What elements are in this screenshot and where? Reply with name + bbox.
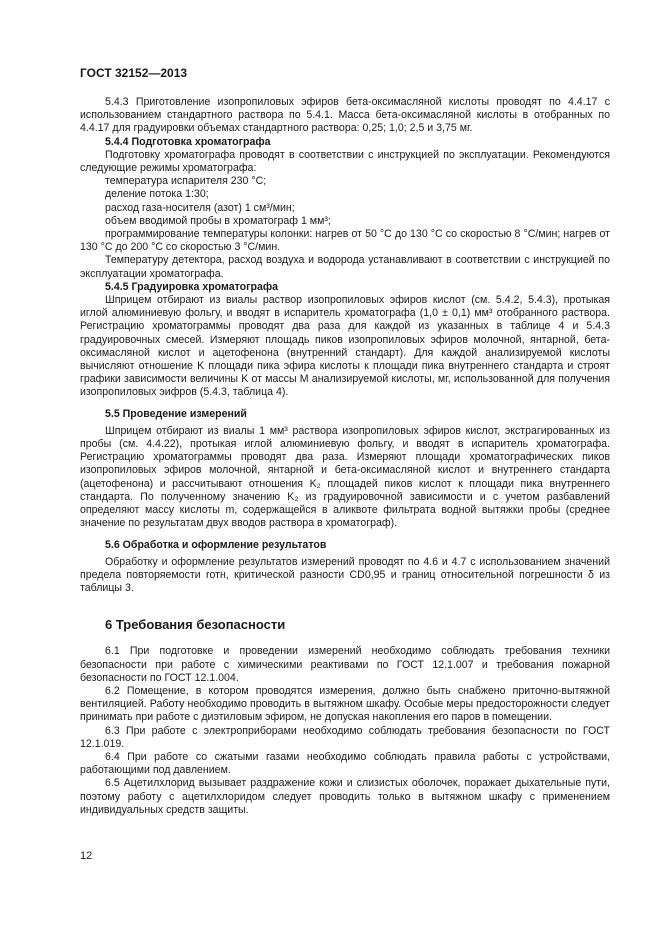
mode-evaporator-temp: температура испарителя 230 °С; [105, 175, 267, 188]
para-6-2: 6.2 Помещение, в котором проводятся измерения, должно быть снабжено приточно-вытяжной вентиляцией. Работу необходимо проводить в вытяжном шкафу. Особые меры предосторожности следует принимать при работе с диэтиловым эфиром, не допуская накопления его паров в помещении. [80, 684, 610, 724]
heading-section-6: 6 Требования безопасности [105, 617, 286, 633]
heading-5-4-4: 5.4.4 Подготовка хроматографа [105, 135, 271, 148]
para-5-4-4-intro: Подготовку хроматографа проводят в соответствии с инструкцией по эксплуатации. Рекомендуются следующие режимы хроматографа: [80, 148, 610, 175]
mode-temp-program: программирование температуры колонки: нагрев от 50 °С до 130 °С со скоростью 8 °С/мин; нагрев от 130 °С до 200 °С со скоростью 3 °С/мин. [80, 228, 610, 254]
heading-5-4-5: 5.4.5 Градуировка хроматографа [105, 280, 279, 293]
para-5-6: Обработку и оформление результатов измерений проводят по 4.6 и 4.7 с использованием значений предела повторяемости rотн, критической разности CD0,95 и границ относительной погрешности δ из таблицы 3. [80, 555, 610, 595]
para-6-5: 6.5 Ацетилхлорид вызывает раздражение кожи и слизистых оболочек, поражает дыхательные пути, поэтому работу с ацетилхлоридом следует проводить только в вытяжном шкафу с применением индивидуальных средств защиты. [80, 777, 610, 816]
mode-carrier-gas: расход газа-носителя (азот) 1 см³/мин; [105, 201, 295, 214]
para-5-4-5: Шприцем отбирают из виалы раствор изопропиловых эфиров кислот (см. 5.4.2, 5.4.3), протыкая иглой алюминиевую фольгу, и вводят в испаритель хроматографа (1,0 ± 0,1) мм³ отобранного раствора. Регистрацию хроматограммы проводят два раза для каждой из указанных в таблице 4 и 5.4.3 градуировочных смесей. Измеряют площадь пиков изопропиловых эфиров молочной, янтарной, бета-оксимасляной кислот и ацетофенона (внутренний стандарт). Для каждой анализируемой кислоты вычисляют отношение K площади пика эфира кислоты к площади пика внутреннего стандарта и строят графики зависимости величины K от массы M анализируемой кислоты, мг, использованной для получения изопропиловых эифров (5.4.3, таблица 4). [80, 294, 610, 399]
mode-flow-split: деление потока 1:30; [105, 188, 209, 201]
para-5-5: Шприцем отбирают из виалы 1 мм³ раствора изопропиловых эфиров кислот, экстрагированных из пробы (см. 4.4.22), протыкая иглой алюминиевую фольгу, и вводят в испаритель хроматографа. Регистрацию хроматограммы проводят два раза. Измеряют площади хроматографических пиков изопропиловых эфиров молочной, янтарной и бета-оксимасляной кислот и внутреннего стандарта (ацетофенона) и рассчитывают отношения K₂ площадей пиков кислот к площади пика внутреннего стандарта. По полученному значению K₂ из градуировочной зависимости и с учетом разбавлений определяют массу кислоты m, содержащейся в аликвоте фильтрата водной вытяжки пробы (среднее значение по результатам двух вводов раствора в хроматограф). [80, 424, 610, 530]
para-5-4-3: 5.4.3 Приготовление изопропиловых эфиров бета-оксимасляной кислоты проводят по 4.4.17 с использованием стандартного раствора по 5.4.1. Масса бета-оксимасляной кислоты в отобранных по 4.4.17 для градуировки объемах стандартного раствора: 0,25; 1,0; 2,5 и 3,75 мг. [80, 96, 610, 135]
document-code-header: ГОСТ 32152—2013 [80, 66, 188, 80]
heading-5-6: 5.6 Обработка и оформление результатов [105, 538, 327, 551]
heading-5-5: 5.5 Проведение измерений [105, 407, 247, 420]
para-detector: Температуру детектора, расход воздуха и водорода устанавливают в соответствии с инструкцией по эксплуатации хроматографа. [80, 254, 610, 280]
mode-sample-volume: объем вводимой пробы в хроматограф 1 мм³; [105, 214, 331, 227]
page-number: 12 [80, 850, 93, 862]
para-6-1: 6.1 При подготовке и проведении измерений необходимо соблюдать требования техники безопасности при работе с химическими реактивами по ГОСТ 12.1.007 и требования пожарной безопасности по ГОСТ 12.1.004. [80, 645, 610, 684]
document-body [80, 96, 610, 817]
para-6-3: 6.3 При работе с электроприборами необходимо соблюдать требования безопасности по ГОСТ 12.1.019. [80, 724, 610, 750]
para-6-4: 6.4 При работе со сжатыми газами необходимо соблюдать правила работы с устройствами, работающими под давлением. [80, 750, 610, 777]
